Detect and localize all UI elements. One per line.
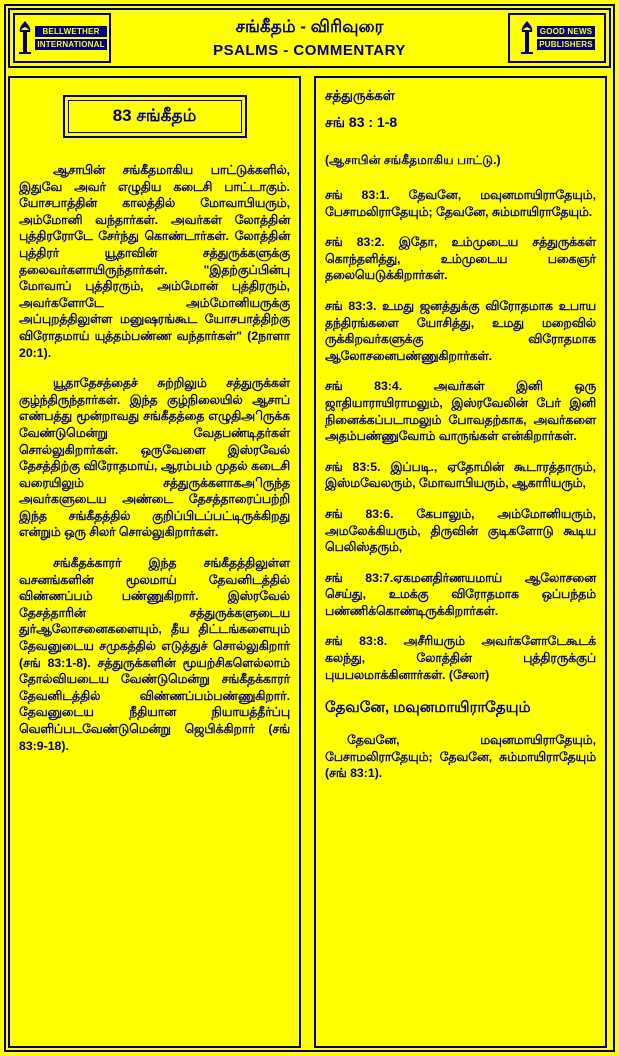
- highlight-line: தேவனே, மவுனமாயிராதேயும்: [325, 699, 531, 717]
- commentary-paragraph-3: சங்கீதக்காரர் இந்த சங்கீதத்திலுள்ள வசனங்களின் மூலமாய் தேவனிடத்தில் விண்ணப்பம் பண்ணுகிறார். இஸ்ரவேல் தேசத்தாரின் சத்துருக்களுடைய துர்ஆலோசனைகளையும், தீய திட்டங்களையும் தேவனுடைய சமுகத்தில் எடுத்துச் சொல்லுகிறார் (சங் 83:1-8). சத்துருக்களின் மூயற்சிகளெல்லாம் தோல்வியடைய வேண்டுமென்று சங்கீதக்காரர் தேவனிடத்தில் விண்ணப்பம்பண்ணுகிறார். தேவனுடைய நீதியான நியாயத்தீர்ப்பு வெளிப்படவேண்டுமென்று ஜெபிக்கிறார் (சங் 83:9-18).: [19, 556, 290, 753]
- verse-5: சங் 83:5. இப்படி., ஏதோமின் கூடாரத்தாரும், இஸ்மவேலரும், மோவாபியரும், ஆகாரியரும்,: [325, 459, 596, 491]
- commentary-paragraph-2: யூதாதேசத்தைச் சுற்றிலும் சத்துருக்கள் குழ்ந்திருந்தார்கள். இந்த குழ்நிலையில் ஆசாப் எண்பத்து மூன்றாவது சங்கீதத்தை எழுதிஅிருக்க வேண்டுமென்று வேதபண்டிதர்கள் சொல்லுகிறார்கள். ஒருவேளை இஸ்ரவேல் தேசத்திற்கு விரோதமாய், ஆரம்பம் முதல் கடைசி வரையிலும் சத்துருக்களாகஅிருந்த அவர்களுடைய அண்டை தேசத்தாரைப்பற்றி இந்த சங்கீதத்தில் குறிப்பிடப்பட்டிருக்கிறது என்றும் ஒரு சிலர் சொல்லுகிறார்கள்.: [19, 376, 290, 540]
- verse-6: சங் 83:6. கேபாலும், அம்மோனியரும், அமலேக்கியரும், திருவின் குடிகளோடு கூடிய பெலிஸ்தரும்,: [325, 506, 596, 555]
- verse-1: சங் 83:1. தேவனே, மவுனமாயிராதேயும், பேசாமலிராதேயும்; தேவனே, சும்மாயிராதேயும்.: [325, 188, 596, 219]
- torch-emblem-icon: [519, 21, 535, 55]
- logo-left-line1: BELLWETHER: [35, 26, 106, 37]
- commentary-paragraph-1: ஆசாபின் சங்கீதமாகிய பாட்டுக்களில், இதுவே அவர் எழுதிய கடைசி பாட்டாகும். யோசபாத்தின் காலத்தில் மோவாபியரும், அம்மோனி வந்தார்கள். அவர்கள் லோத்தின் புத்திரரோடே சேர்ந்து கொண்டார்கள். லோத்தின் புத்திரர் யூதாவின் சத்துருக்களுக்கு தலைவர்களாயிருந்தார்கள். "இதற்குப்பின்பு மோவாப் புத்திரரும், அம்மோன் புத்திரரும், அவர்களோடே அம்மோனியருக்கு அப்புறத்திலுள்ள மனுஷரங்கூட யோசபாத்திற்கு விரோதமாய் யுத்தம்பண்ண வந்தார்கள்" (2நாளா 20:1).: [19, 163, 290, 360]
- verse-2: சங் 83:2. இதோ, உம்முடைய சத்துருக்கள் கொந்தளித்து, உம்முடைய பகைஞர் தலையெடுக்கிறார்கள்.: [325, 235, 596, 283]
- logo-right-line1: GOOD NEWS: [537, 26, 595, 37]
- scripture-column: [314, 76, 607, 1048]
- title-english: PSALMS - COMMENTARY: [213, 42, 406, 59]
- scripture-subtitle: (ஆசாபின் சங்கீதமாகிய பாட்டு.): [325, 153, 501, 167]
- publisher-logo-right: [508, 13, 606, 63]
- verse-3: சங் 83:3. உமது ஜனத்துக்கு விரோதமாக உபாய தந்திரங்களை யோசித்து, உமது மறைவில் ருக்கிறவர்களுக்கு விரோதமாக ஆலோசனைபண்ணுகிறார்கள்.: [325, 298, 596, 363]
- publisher-logo-left: [13, 13, 111, 63]
- verse-8: சங் 83:8. அசீரியரும் அவர்களோடேகூடக் கலந்து, லோத்தின் புத்திரருக்குப் புயபலமாக்கினார்கள். (சேலா): [325, 634, 596, 682]
- title-tamil: சங்கீதம் - விரிவுரை: [235, 17, 384, 36]
- psalm-title-box: [63, 95, 247, 138]
- commentary-column: [8, 76, 301, 1048]
- verse-4: சங் 83:4. அவர்கள் இனி ஒரு ஜாதியாராயிராமலும், இஸ்ரவேலின் பேர் இனி நினைக்கப்படாமலும் போவதற்காக, அவர்களை அதம்பண்ணுவோம் வாருங்கள் என்கிறார்கள்.: [325, 379, 596, 444]
- logo-right-line2: PUBLISHERS: [539, 40, 593, 49]
- closing-verse: தேவனே, மவுனமாயிராதேயும், பேசாமலிராதேயும்; தேவனே, சும்மாயிராதேயும் (சங் 83:1).: [325, 733, 596, 781]
- torch-emblem-icon: [17, 21, 33, 55]
- page-header: [8, 8, 611, 68]
- verse-7: சங் 83:7.ஏகமனதிர்ணயமாய் ஆலோசனை செய்து, உமக்கு விரோதமாக ஒப்பந்தம் பண்ணிக்கொண்டிருக்கிறார்கள்.: [325, 570, 596, 618]
- logo-left-line2: INTERNATIONAL: [37, 40, 105, 49]
- page-title: [114, 10, 505, 66]
- psalm-title: 83 சங்கீதம்: [112, 105, 197, 125]
- scripture-reference: சங் 83 : 1-8: [325, 114, 398, 130]
- section-heading: சத்துருக்கள்: [325, 88, 395, 103]
